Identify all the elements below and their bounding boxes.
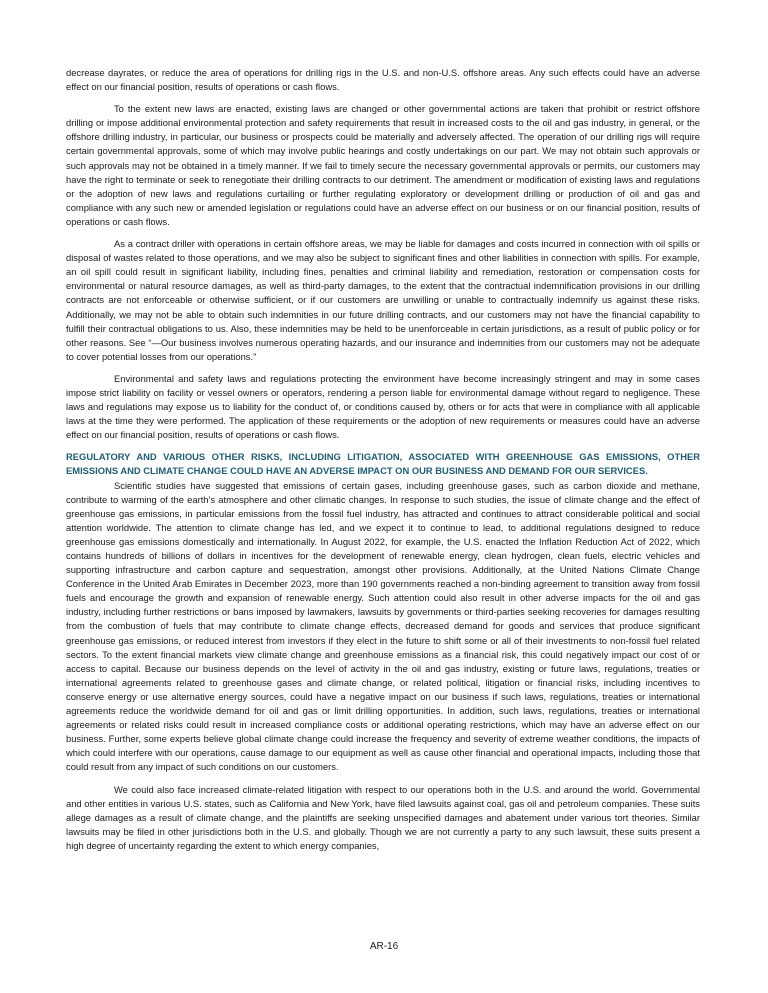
section-heading: REGULATORY AND VARIOUS OTHER RISKS, INCLUDING LITIGATION, ASSOCIATED WITH GREENHOUSE GAS EMISSIONS, OTHER EMISSIONS AND CLIMATE CHANGE COULD HAVE AN ADVERSE IMPACT ON OUR BUSINESS AND DEMAND FOR OUR SERVICES.: [66, 451, 700, 477]
paragraph-scientific-studies: Scientific studies have suggested that emissions of certain gases, including greenhouse gases, such as carbon dioxide and methane, contribute to warming of the earth’s atmosphere and other climatic changes. In response to such studies, the issue of climate change and the effect of greenhouse gas emissions, in particular emissions from the fossil fuel industry, has attracted and continues to attract considerable political and social attention worldwide. The attention to climate change has led, and we expect it to continue to lead, to additional regulations designed to reduce greenhouse gas emissions domestically and internationally. In August 2022, for example, the U.S. enacted the Inflation Reduction Act of 2022, which contains hundreds of billions of dollars in incentives for the development of renewable energy, clean hydrogen, clean fuels, electric vehicles and supporting infrastructure and carbon capture and sequestration, amongst other provisions. Additionally, at the United Nations Climate Change Conference in the United Arab Emirates in December 2023, more than 190 governments reached a non-binding agreement to transition away from fossil fuels and encourage the growth and expansion of renewable energy. Such attention could also result in other adverse impacts for the oil and gas industry, including further restrictions or bans imposed by lawmakers, lawsuits by governments or third-parties seeking recoveries for damages resulting from the combustion of fuels that may contribute to climate change effects, decreased demand for goods and services that produce significant greenhouse gas emissions, or reduced interest from investors if they elect in the future to shift some or all of their investments to non-fossil fuel related sectors. To the extent financial markets view climate change and greenhouse emissions as a financial risk, this could negatively impact our cost of or access to capital. Because our business depends on the level of activity in the oil and gas industry, existing or future laws, regulations, treaties or international agreements related to greenhouse gases and climate change, or related political, litigation or financial risks, including incentives to conserve energy or use alternative energy sources, could have a negative impact on our business if such laws, regulations, treaties or international agreements reduce the worldwide demand for oil and gas or limit drilling opportunities. In addition, such laws, regulations, treaties or international agreements or related risks could result in increased compliance costs or additional operating restrictions, which may have an adverse effect on our business. Further, some experts believe global climate change could increase the frequency and severity of extreme weather conditions, the impacts of which could interfere with our operations, cause damage to our equipment as well as cause other financial and operational impacts, including those that could result from any impact of such conditions on our customers.: [66, 479, 700, 773]
paragraph-continuation: decrease dayrates, or reduce the area of operations for drilling rigs in the U.S. and non-U.S. offshore areas. Any such effects could have an adverse effect on our financial position, results of operations or cash flows.: [66, 67, 700, 93]
paragraph-new-laws: To the extent new laws are enacted, existing laws are changed or other governmental actions are taken that prohibit or restrict offshore drilling or impose additional environmental protection and safety requirements that result in increased costs to the oil and gas industry, in general, or the offshore drilling industry, in particular, our business or prospects could be materially and adversely affected. The operation of our drilling rigs will require certain governmental approvals, some of which may involve public hearings and costly undertakings on our part. We may not obtain such approvals or such approvals may not be obtained in a timely manner. If we fail to timely secure the necessary governmental approvals or permits, our customers may have the right to terminate or seek to renegotiate their drilling contracts to our detriment. The amendment or modification of existing laws and regulations or the adoption of new laws and regulations curtailing or further regulating exploratory or development drilling or production of oil and gas and compliance with any such new or amended legislation or regulations could have an adverse effect on our business or on our financial position, results of operations or cash flows.: [66, 103, 700, 227]
document-body: [66, 66, 700, 853]
paragraph-climate-litigation: We could also face increased climate-related litigation with respect to our operations both in the U.S. and around the world. Governmental and other entities in various U.S. states, such as California and New York, have filed lawsuits against coal, gas oil and petroleum companies. These suits allege damages as a result of climate change, and the plaintiffs are seeking unspecified damages and abatement under various tort theories. Similar lawsuits may be filed in other jurisdictions both in the U.S. and globally. Though we are not currently a party to any such lawsuit, these suits present a high degree of uncertainty regarding the extent to which energy companies,: [66, 783, 700, 851]
page-number: AR-16: [369, 941, 399, 952]
paragraph-contract-driller: As a contract driller with operations in certain offshore areas, we may be liable for damages and costs incurred in connection with oil spills or disposal of wastes related to those operations, and we may also be subject to significant fines and other liabilities in connection with spills. For example, an oil spill could result in significant liability, including fines, penalties and criminal liability and remediation, restoration or compensation costs for environmental or natural resource damages, as well as third-party damages, to the extent that the contractual indemnification provisions in our drilling contracts are not enforceable or otherwise sufficient, or if our customers are unwilling or unable to contractually indemnify us against these risks. Additionally, we may not be able to obtain such indemnities in our future drilling contracts, and our customers may not have the financial capability to fulfill their contractual obligations to us. Also, these indemnities may be held to be unenforceable in certain jurisdictions, as a result of public policy or for other reasons. See “—Our business involves numerous operating hazards, and our insurance and indemnities from our customers may not be adequate to cover potential losses from our operations.”: [66, 238, 700, 362]
paragraph-environmental-laws: Environmental and safety laws and regulations protecting the environment have become increasingly stringent and may in some cases impose strict liability on facility or vessel owners or operators, rendering a person liable for environmental damage without regard to negligence. These laws and regulations may expose us to liability for the conduct of, or conditions caused by, others or for acts that were in compliance with all applicable laws at the time they were performed. The application of these requirements or the adoption of new requirements or measures could have an adverse effect on our financial position, results of operations or cash flows.: [66, 372, 700, 441]
